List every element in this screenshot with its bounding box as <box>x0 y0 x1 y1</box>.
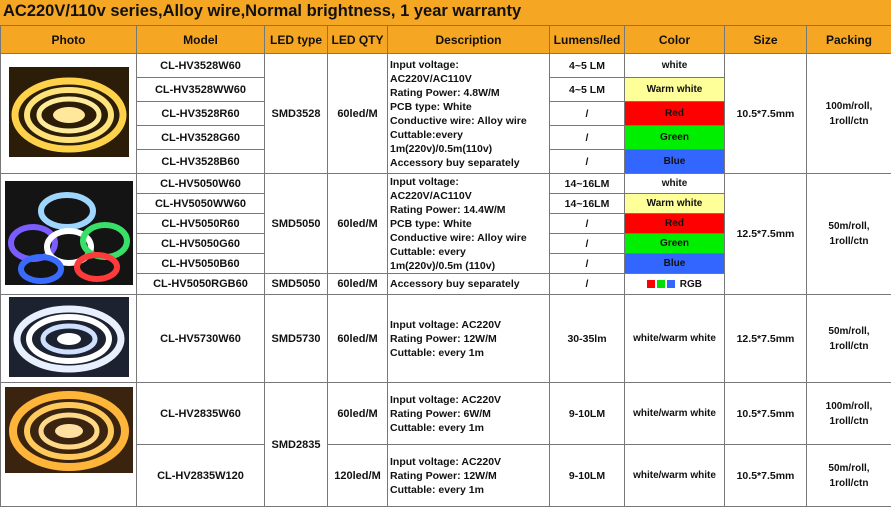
model-cell: CL-HV5050RGB60 <box>137 274 265 295</box>
desc-line: 1m(220v)/0.5m(110v) <box>390 142 493 155</box>
led-reel-white-image <box>9 297 129 377</box>
desc-line: Rating Power: 12W/M <box>390 469 497 482</box>
desc-line: Rating Power: 4.8W/M <box>390 86 500 99</box>
lumens-cell: / <box>550 126 625 150</box>
desc-line: Input voltage: <box>390 58 459 71</box>
color-cell-warm-white: Warm white <box>625 194 725 214</box>
packing-line: 1roll/ctn <box>829 415 869 427</box>
led-reel-warm-image <box>5 387 133 473</box>
model-cell: CL-HV3528WW60 <box>137 78 265 102</box>
packing-cell <box>807 295 891 383</box>
table-row <box>1 54 891 78</box>
model-cell: CL-HV2835W120 <box>137 445 265 507</box>
lumens-cell: / <box>550 102 625 126</box>
col-model: Model <box>137 26 265 54</box>
model-cell: CL-HV5050W60 <box>137 174 265 194</box>
led-type-cell: SMD5050 <box>265 274 328 295</box>
model-cell: CL-HV2835W60 <box>137 383 265 445</box>
led-qty-cell: 60led/M <box>328 54 388 174</box>
description-cell <box>388 54 550 174</box>
lumens-cell: 30-35lm <box>550 295 625 383</box>
desc-line: Cuttable: every <box>390 245 466 258</box>
desc-line: 1m(220v)/0.5m (110v) <box>390 259 496 272</box>
description-cell <box>388 445 550 507</box>
model-cell: CL-HV5730W60 <box>137 295 265 383</box>
packing-line: 1roll/ctn <box>829 340 869 352</box>
col-color: Color <box>625 26 725 54</box>
title-banner <box>0 0 891 25</box>
led-reel-rgb-image <box>5 181 133 285</box>
packing-cell <box>807 445 891 507</box>
model-cell: CL-HV5050G60 <box>137 234 265 254</box>
desc-line: Rating Power: 14.4W/M <box>390 203 506 216</box>
product-photo-2835 <box>1 383 137 507</box>
led-type-cell: SMD5050 <box>265 174 328 274</box>
color-cell-blue: Blue <box>625 254 725 274</box>
model-cell: CL-HV3528R60 <box>137 102 265 126</box>
red-swatch <box>647 280 655 288</box>
color-cell-warm-white: Warm white <box>625 78 725 102</box>
lumens-cell: / <box>550 254 625 274</box>
desc-line: Rating Power: 6W/M <box>390 407 491 420</box>
packing-line: 1roll/ctn <box>829 115 869 127</box>
led-qty-cell: 60led/M <box>328 274 388 295</box>
description-cell <box>388 295 550 383</box>
packing-cell <box>807 383 891 445</box>
lumens-cell: 4~5 LM <box>550 54 625 78</box>
desc-line: Conductive wire: Alloy wire <box>390 231 527 244</box>
col-photo: Photo <box>1 26 137 54</box>
lumens-cell: 14~16LM <box>550 194 625 214</box>
led-qty-cell: 60led/M <box>328 174 388 274</box>
packing-line: 100m/roll, <box>825 400 873 412</box>
description-cell: Accessory buy separately <box>388 274 550 295</box>
lumens-cell: / <box>550 274 625 295</box>
product-photo-3528 <box>1 54 137 174</box>
color-cell-red: Red <box>625 102 725 126</box>
model-cell: CL-HV5050WW60 <box>137 194 265 214</box>
size-cell: 10.5*7.5mm <box>725 445 807 507</box>
led-qty-cell: 120led/M <box>328 445 388 507</box>
col-description: Description <box>388 26 550 54</box>
desc-line: Input voltage: AC220V <box>390 318 502 331</box>
color-cell: white/warm white <box>625 445 725 507</box>
size-cell: 12.5*7.5mm <box>725 295 807 383</box>
desc-line: Input voltage: AC220V <box>390 393 502 406</box>
desc-line: PCB type: White <box>390 100 472 113</box>
color-cell: white/warm white <box>625 383 725 445</box>
desc-line: Rating Power: 12W/M <box>390 332 497 345</box>
model-cell: CL-HV3528W60 <box>137 54 265 78</box>
desc-line: Cuttable: every 1m <box>390 346 484 359</box>
packing-cell <box>807 174 891 295</box>
packing-cell <box>807 54 891 174</box>
col-lumens: Lumens/led <box>550 26 625 54</box>
packing-line: 50m/roll, <box>828 462 870 474</box>
col-packing: Packing <box>807 26 891 54</box>
size-cell: 10.5*7.5mm <box>725 383 807 445</box>
packing-line: 1roll/ctn <box>829 236 869 247</box>
product-table <box>0 25 891 507</box>
desc-line: Conductive wire: Alloy wire <box>390 114 527 127</box>
table-row <box>1 383 891 445</box>
table-row <box>1 174 891 194</box>
col-led-qty: LED QTY <box>328 26 388 54</box>
col-led-type: LED type <box>265 26 328 54</box>
desc-line: AC220V/AC110V <box>390 189 472 202</box>
description-cell <box>388 174 550 274</box>
lumens-cell: 9-10LM <box>550 383 625 445</box>
led-reel-yellow-image <box>9 67 129 157</box>
product-photo-5050 <box>1 174 137 295</box>
lumens-cell: / <box>550 234 625 254</box>
model-cell: CL-HV3528B60 <box>137 150 265 174</box>
header-row <box>1 26 891 54</box>
product-photo-5730 <box>1 295 137 383</box>
color-cell-white: white <box>625 174 725 194</box>
color-cell: white/warm white <box>625 295 725 383</box>
page-title: AC220V/110v series,Alloy wire,Normal brightness, 1 year warranty <box>3 2 522 20</box>
lumens-cell: 9-10LM <box>550 445 625 507</box>
packing-line: 50m/roll, <box>828 325 870 337</box>
desc-line: Cuttable: every 1m <box>390 421 484 434</box>
desc-line: Accessory buy separately <box>390 156 520 169</box>
desc-line: Cuttable:every <box>390 128 463 141</box>
color-cell-rgb <box>625 274 725 295</box>
led-type-cell: SMD5730 <box>265 295 328 383</box>
led-qty-cell: 60led/M <box>328 295 388 383</box>
model-cell: CL-HV5050R60 <box>137 214 265 234</box>
lumens-cell: / <box>550 214 625 234</box>
desc-line: Cuttable: every 1m <box>390 483 484 496</box>
color-cell-white: white <box>625 54 725 78</box>
desc-line: Input voltage: AC220V <box>390 455 502 468</box>
desc-line: PCB type: White <box>390 217 472 230</box>
model-cell: CL-HV5050B60 <box>137 254 265 274</box>
color-cell-red: Red <box>625 214 725 234</box>
lumens-cell: / <box>550 150 625 174</box>
lumens-cell: 4~5 LM <box>550 78 625 102</box>
model-cell: CL-HV3528G60 <box>137 126 265 150</box>
size-cell: 12.5*7.5mm <box>725 174 807 295</box>
size-cell: 10.5*7.5mm <box>725 54 807 174</box>
color-cell-blue: Blue <box>625 150 725 174</box>
desc-line: AC220V/AC110V <box>390 72 472 85</box>
led-type-cell: SMD3528 <box>265 54 328 174</box>
packing-line: 50m/roll, <box>828 221 870 232</box>
col-size: Size <box>725 26 807 54</box>
color-cell-green: Green <box>625 126 725 150</box>
desc-line: Input voltage: <box>390 175 459 188</box>
description-cell <box>388 383 550 445</box>
blue-swatch <box>667 280 675 288</box>
led-type-cell: SMD2835 <box>265 383 328 507</box>
green-swatch <box>657 280 665 288</box>
led-qty-cell: 60led/M <box>328 383 388 445</box>
lumens-cell: 14~16LM <box>550 174 625 194</box>
rgb-label: RGB <box>679 278 702 290</box>
packing-line: 100m/roll, <box>825 100 873 112</box>
packing-line: 1roll/ctn <box>829 477 869 489</box>
table-row <box>1 295 891 383</box>
color-cell-green: Green <box>625 234 725 254</box>
